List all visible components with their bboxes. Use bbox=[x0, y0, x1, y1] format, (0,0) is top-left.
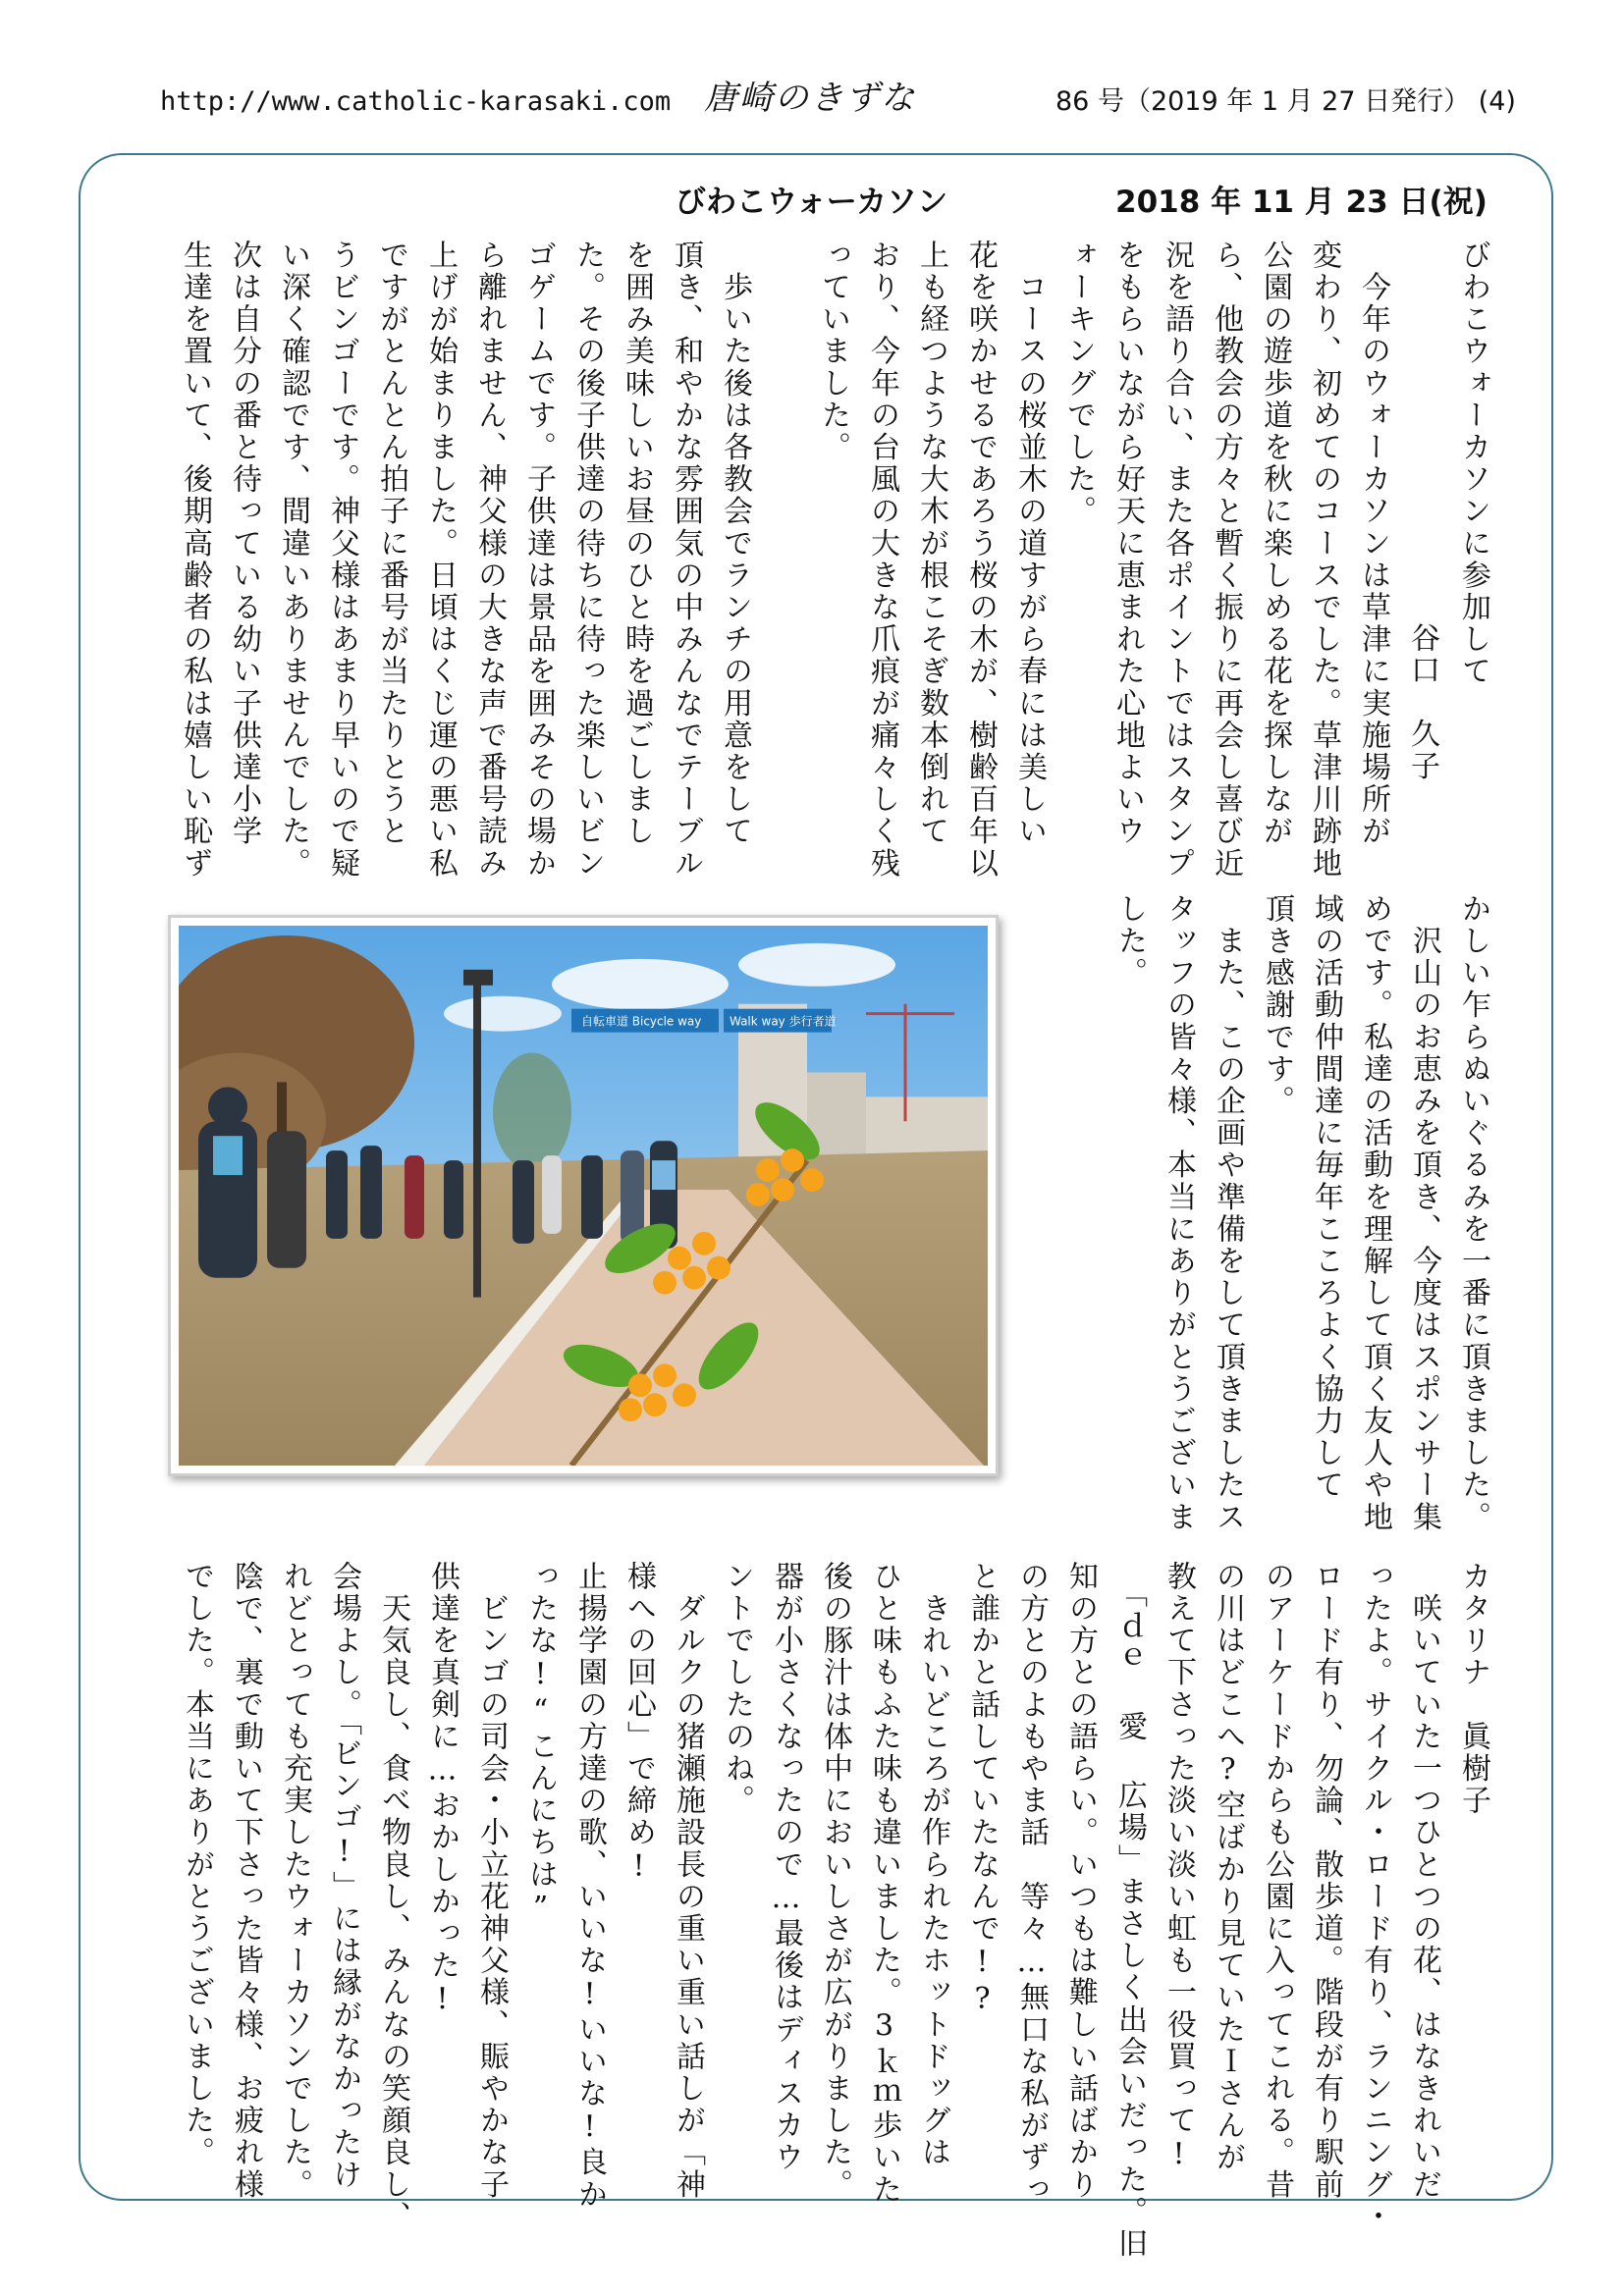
article1-line: うビンゴーです。神父様はあまり早いので疑 bbox=[325, 240, 359, 880]
article2-line: 様への回心」で締め! bbox=[622, 1561, 656, 1886]
article1-line: コースの桜並木の道すがら春には美しい bbox=[1012, 240, 1047, 848]
article1-continued-line: かしい乍らぬいぐるみを一番に頂きました。 bbox=[1456, 893, 1490, 1533]
article1-line: い深く確認です、間違いありませんでした。 bbox=[276, 240, 310, 880]
article1-line: ゴゲームです。子供達は景品を囲みその場か bbox=[521, 240, 556, 880]
article1-line: た。その後子供達の待ちに待った楽しいビン bbox=[570, 240, 605, 880]
article2-line: ひと味もふた味も違いました。3ｋｍ歩いた bbox=[867, 1561, 901, 2206]
article2-line: の川はどこへ?空ばかり見ていたＩさんが bbox=[1211, 1561, 1245, 2174]
article1-continued-line: 頂き感謝です。 bbox=[1260, 893, 1294, 1118]
article1-title: びわこウォーカソンに参加して bbox=[1456, 240, 1490, 688]
article2-line: 陰で、裏で動いて下さった皆々様、お疲れ様 bbox=[229, 1561, 263, 2201]
article1-line: 花を咲かせるであろう桜の木が、樹齢百年以 bbox=[963, 240, 998, 880]
article2-line: 会場よし。「ビンゴ!」には縁がなかったけ bbox=[327, 1561, 361, 2191]
article1-continued-line: また、この企画や準備をして頂きましたス bbox=[1211, 893, 1245, 1533]
article2-line: ロード有り、勿論、散歩道。階段が有り駅前 bbox=[1309, 1561, 1343, 2201]
article1-line: おり、今年の台風の大きな爪痕が痛々しく残 bbox=[865, 240, 899, 880]
photo-illustration bbox=[179, 926, 988, 1466]
article1-line: 公園の遊歩道を秋に楽しめる花を探しなが bbox=[1258, 240, 1292, 848]
bicycle-sign: 自転車道 Bicycle way bbox=[581, 1014, 702, 1029]
article1-line: 今年のウォーカソンは草津に実施場所が bbox=[1356, 240, 1390, 848]
article2-line: 教えて下さった淡い淡い虹も一役買って! bbox=[1162, 1561, 1196, 2174]
article1-line: ら離れません、神父様の大きな声で番号読み bbox=[472, 240, 507, 880]
article1-continued-line: めです。私達の活動を理解して頂く友人や地 bbox=[1358, 893, 1392, 1533]
article1-line: 歩いた後は各教会でランチの用意をして bbox=[718, 240, 752, 848]
article1-line: っていました。 bbox=[816, 240, 850, 464]
article2-line: ったな!“こんにちは” bbox=[523, 1561, 558, 1928]
article2-line: 「ｄｅ 愛 広場」まさしく出会いだった。旧 bbox=[1112, 1561, 1147, 2261]
article2-line: と誰かと話していたなんで!? bbox=[965, 1561, 1000, 2019]
article2-line: のアーケードからも公園に入ってこれる。昔 bbox=[1260, 1561, 1294, 2201]
article1-line: 変わり、初めてのコースでした。草津川跡地 bbox=[1307, 240, 1341, 880]
article1-line: 況を語り合い、また各ポイントではスタンプ bbox=[1160, 240, 1194, 880]
event-date: 2018 年 11 月 23 日(祝) bbox=[1115, 185, 1488, 220]
article2-author: カタリナ 眞樹子 bbox=[1456, 1561, 1490, 1817]
article1-continued-line: した。 bbox=[1112, 893, 1147, 989]
article1-continued-line: 域の活動仲間達に毎年こころよく協力して bbox=[1309, 893, 1343, 1502]
article1-line: ら、他教会の方々と暫く振りに再会し喜び近 bbox=[1209, 240, 1243, 880]
article1-line: 上も経つような大木が根こそぎ数本倒れて bbox=[914, 240, 948, 848]
article1-line: 次は自分の番と待っている幼い子供達小学 bbox=[227, 240, 261, 848]
article2-line: 止揚学園の方達の歌、いいな!いいな!良か bbox=[572, 1561, 607, 2211]
article2-line: 知の方との語らい。いつもは難しい話ばかり bbox=[1063, 1561, 1098, 2201]
article1-author: 谷口 久子 bbox=[1405, 622, 1439, 782]
newsletter-logo: 唐崎のきずな bbox=[704, 79, 916, 118]
article1-line: ォーキングでした。 bbox=[1061, 240, 1096, 528]
article1-line: ですがとんとん拍子に番号が当たりとうと bbox=[374, 240, 408, 848]
article1-line: 上げが始まりました。日頃はくじ運の悪い私 bbox=[423, 240, 458, 880]
issue-info: 86 号（2019 年 1 月 27 日発行） (4) bbox=[1055, 86, 1516, 117]
article2-line: れどとっても充実したウォーカソンでした。 bbox=[278, 1561, 312, 2201]
article2-line: 後の豚汁は体中においしさが広がりました。 bbox=[818, 1561, 852, 2201]
article2-line: ントでしたのね。 bbox=[720, 1561, 754, 1817]
article1-line: 生達を置いて、後期高齢者の私は嬉しい恥ず bbox=[178, 240, 212, 880]
article2-line: 天気良し、食べ物良し、みんなの笑顔良し、 bbox=[376, 1561, 410, 2233]
article1-continued-line: タッフの皆々様、本当にありがとうございま bbox=[1162, 893, 1196, 1533]
article2-line: ったよ。サイクル・ロード有り、ランニング・ bbox=[1358, 1561, 1392, 2233]
article2-line: でした。本当にありがとうございました。 bbox=[180, 1561, 214, 2169]
walkathon-photo bbox=[168, 915, 999, 1476]
article2-line: ダルクの猪瀬施設長の重い重い話しが「神 bbox=[671, 1561, 705, 2201]
article2-line: 器が小さくなったので…最後はディスカウ bbox=[769, 1561, 803, 2174]
article1-line: 頂き、和やかな雰囲気の中みんなでテーブル bbox=[669, 240, 703, 880]
site-url[interactable]: http://www.catholic-karasaki.com bbox=[160, 86, 672, 117]
article1-continued-line: 沢山のお恵みを頂き、今度はスポンサー集 bbox=[1407, 893, 1441, 1533]
article1-line: をもらいながら好天に恵まれた心地よいウ bbox=[1110, 240, 1145, 848]
article2-line: ビンゴの司会・小立花神父様、賑やかな子 bbox=[474, 1561, 509, 2201]
event-name: びわこウォーカソン bbox=[676, 185, 948, 220]
walkway-sign: Walk way 歩行者道 bbox=[730, 1014, 837, 1029]
article1-line: を囲み美味しいお昼のひと時を過ごしまし bbox=[620, 240, 654, 848]
article2-line: の方とのよもやま話 等々…無口な私がずっ bbox=[1014, 1561, 1049, 2206]
article2-line: 供達を真剣に…おかしかった! bbox=[425, 1561, 460, 2019]
article2-line: きれいどころが作られたホットドッグは bbox=[916, 1561, 950, 2169]
article2-line: 咲いていた一つひとつの花、はなきれいだ bbox=[1407, 1561, 1441, 2201]
